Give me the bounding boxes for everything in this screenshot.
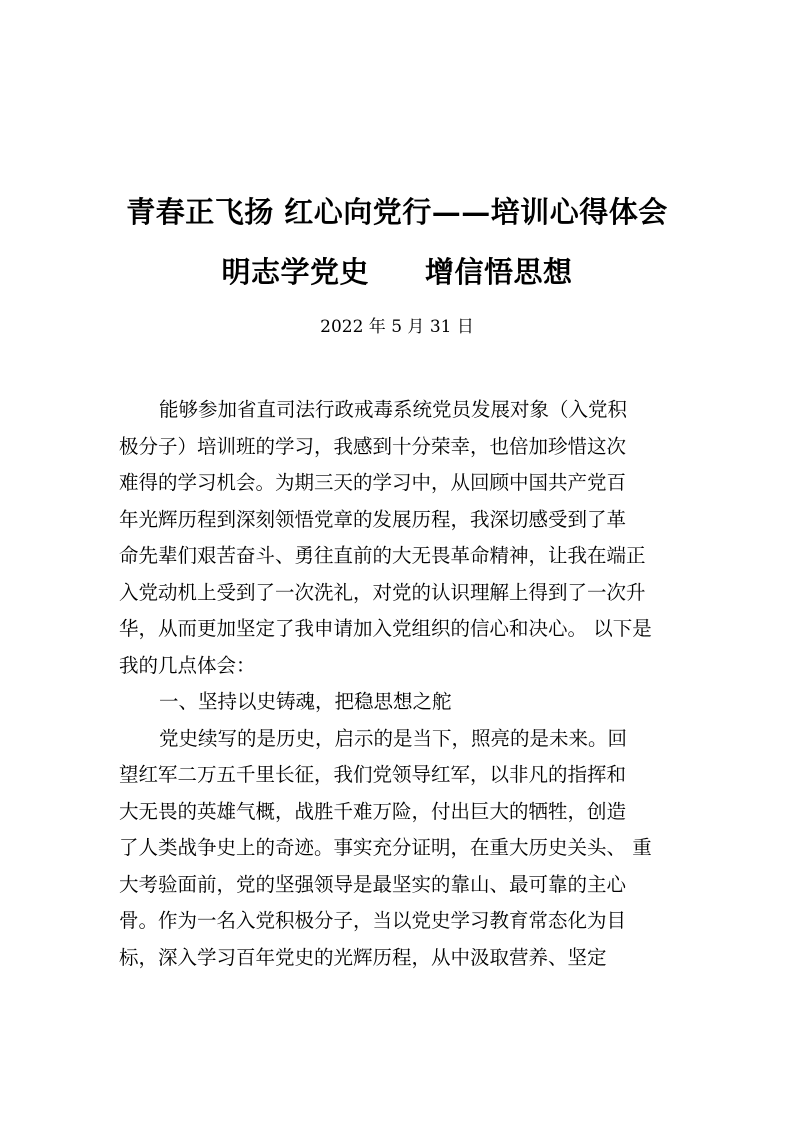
document-body [119,392,689,976]
body-line: 命先辈们艰苦奋斗、勇往直前的大无畏革命精神，让我在端正 [119,544,646,567]
document-date: 2022 年 5 月 31 日 [320,317,474,337]
body-line: 大无畏的英雄气概，战胜千难万险，付出巨大的牺牲，创造 [119,799,627,823]
body-line: 党史续写的是历史，启示的是当下，照亮的是未来。回 [159,726,628,750]
body-line: 骨。作为一名入党积极分子，当以党史学习教育常态化为目 [119,909,627,932]
body-line: 入党动机上受到了一次洗礼，对党的认识理解上得到了一次升 [119,580,646,604]
body-line: 大考验面前，党的坚强领导是最坚实的靠山、最可靠的主心 [119,872,627,896]
body-line: 我的几点体会： [119,653,256,677]
body-line: 年光辉历程到深刻领悟党章的发展历程，我深切感受到了革 [119,507,627,531]
body-line: 华，从而更加坚定了我申请加入党组织的信心和决心。 以下是 [119,617,652,640]
body-line: 标，深入学习百年党史的光辉历程，从中汲取营养、坚定 [119,945,607,969]
body-line: 能够参加省直司法行政戒毒系统党员发展对象（入党积 [159,398,628,421]
subtitle-right: 增信悟思想 [425,255,573,289]
document-subtitle [0,250,794,291]
body-line: 极分子）培训班的学习，我感到十分荣幸，也倍加珍惜这次 [119,434,627,458]
subtitle-left: 明志学党史 [221,255,369,289]
body-line: 望红军二万五千里长征，我们党领导红军，以非凡的指挥和 [119,763,627,786]
section-heading: 一、坚持以史铸魂，把稳思想之舵 [159,690,452,713]
body-line: 了人类战争史上的奇迹。事实充分证明，在重大历史关头、 重 [119,836,652,859]
body-line: 难得的学习机会。为期三天的学习中，从回顾中国共产党百 [119,471,627,494]
document-title: 青春正飞扬 红心向党行——培训心得体会 [126,195,668,229]
